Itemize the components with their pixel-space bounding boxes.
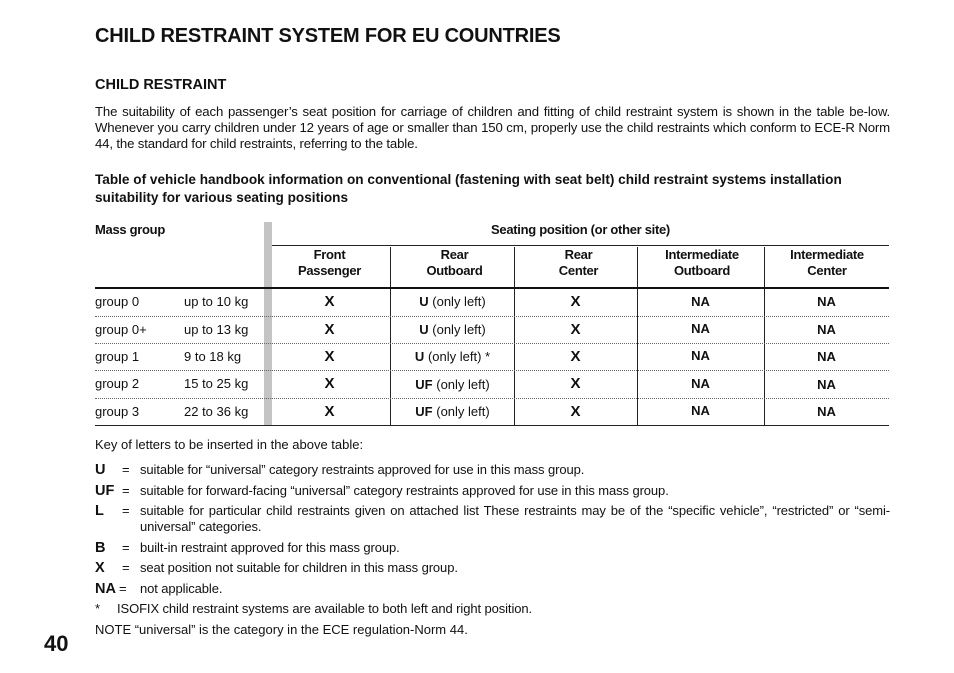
intermediate-outboard-cell: NA	[691, 376, 710, 391]
key-letter: L	[95, 503, 104, 519]
key-description: not applicable.	[140, 581, 223, 596]
intermediate-outboard-cell: NA	[691, 321, 710, 336]
front-passenger-cell: X	[324, 375, 335, 392]
intermediate-outboard-cell: NA	[691, 294, 710, 309]
header-rule	[272, 245, 889, 246]
mass-group-cell: group 1	[95, 349, 140, 364]
seating-position-header: Seating position (or other site)	[491, 222, 670, 237]
rear-outboard-cell: U (only left) *	[414, 349, 491, 364]
footnote-mark: *	[95, 601, 101, 616]
rear-outboard-cell: U (only left)	[419, 294, 486, 309]
key-description: suitable for particular child restraints given on attached list These restraints may be of the “specific vehicle”, “restricted” or “semi-universal” categories.	[140, 503, 890, 534]
key-intro: Key of letters to be inserted in the above table:	[95, 437, 364, 452]
key-description: suitable for “universal” category restraints approved for use in this mass group.	[140, 462, 585, 477]
rear-outboard-cell: U (only left)	[419, 322, 486, 337]
front-passenger-cell: X	[324, 293, 335, 310]
mass-range-cell: up to 13 kg	[184, 322, 249, 337]
front-passenger-cell: X	[324, 348, 335, 365]
intermediate-outboard-cell: NA	[691, 403, 710, 418]
row-divider	[95, 398, 889, 399]
mass-group-cell: group 0	[95, 294, 140, 309]
footnote-text: ISOFIX child restraint systems are available to both left and right position.	[117, 601, 533, 616]
column-header-rear-center: Rear Center	[558, 247, 599, 278]
key-equals: =	[122, 560, 130, 575]
key-equals: =	[122, 540, 130, 555]
key-item	[95, 560, 895, 578]
key-description: built-in restraint approved for this mass group.	[140, 540, 400, 555]
key-item	[95, 503, 895, 537]
note: NOTE “universal” is the category in the ECE regulation-Norm 44.	[95, 622, 468, 637]
key-equals: =	[122, 462, 130, 477]
rear-center-cell: X	[570, 348, 581, 365]
mass-range-cell: 22 to 36 kg	[184, 404, 249, 419]
rear-center-cell: X	[570, 321, 581, 338]
key-equals: =	[119, 581, 127, 596]
front-passenger-cell: X	[324, 403, 335, 420]
page-number: 40	[44, 631, 69, 656]
mass-group-cell: group 2	[95, 376, 140, 391]
key-letter: X	[95, 560, 105, 576]
header-bottom-rule	[95, 287, 889, 289]
rear-center-cell: X	[570, 403, 581, 420]
rear-center-cell: X	[570, 293, 581, 310]
table-heading: Table of vehicle handbook information on conventional (fastening with seat belt) child restraint systems installation suitability for various seating positions	[95, 172, 842, 205]
key-description: seat position not suitable for children in this mass group.	[140, 560, 458, 575]
rear-center-cell: X	[570, 375, 581, 392]
front-passenger-cell: X	[324, 321, 335, 338]
mass-group-cell: group 3	[95, 404, 140, 419]
intro-paragraph: The suitability of each passenger’s seat position for carriage of children and fitting of child restraint system is shown in the table be-low. Whenever you carry children under 12 years of age or smaller than 150 cm, properly use the child restraints which conform to ECE-R Norm 44, the standard for child restraints, referring to the table.	[95, 104, 890, 151]
mass-range-cell: 15 to 25 kg	[184, 376, 249, 391]
key-item	[95, 462, 895, 480]
column-header-intermediate-center: Intermediate Center	[790, 247, 864, 278]
section-subtitle: CHILD RESTRAINT	[95, 77, 227, 93]
key-item	[95, 581, 895, 599]
footnote	[95, 601, 895, 619]
column-header-rear-outboard: Rear Outboard	[426, 247, 483, 278]
rear-outboard-cell: UF (only left)	[415, 404, 490, 419]
key-item	[95, 483, 895, 501]
column-header-intermediate-outboard: Intermediate Outboard	[665, 247, 739, 278]
key-description: suitable for forward-facing “universal” category restraints approved for use in this mass group.	[140, 483, 669, 498]
key-letter: U	[95, 462, 106, 478]
row-divider	[95, 316, 889, 317]
key-letter: B	[95, 540, 106, 556]
mass-range-cell: 9 to 18 kg	[184, 349, 242, 364]
row-divider	[95, 370, 889, 371]
column-header-front-passenger: Front Passenger	[297, 247, 362, 278]
rear-outboard-cell: UF (only left)	[415, 377, 490, 392]
key-letter: NA	[95, 581, 116, 597]
table-bottom-rule	[95, 425, 889, 426]
intermediate-center-cell: NA	[817, 404, 836, 419]
mass-group-header: Mass group	[95, 222, 165, 237]
column-separator-bar	[264, 222, 272, 425]
key-item	[95, 540, 895, 558]
mass-group-cell: group 0+	[95, 322, 147, 337]
key-equals: =	[122, 503, 130, 518]
mass-range-cell: up to 10 kg	[184, 294, 249, 309]
intermediate-center-cell: NA	[817, 322, 836, 337]
page-title: CHILD RESTRAINT SYSTEM FOR EU COUNTRIES	[95, 25, 561, 47]
key-letter: UF	[95, 483, 115, 499]
intermediate-center-cell: NA	[817, 294, 836, 309]
intermediate-center-cell: NA	[817, 349, 836, 364]
row-divider	[95, 343, 889, 344]
key-equals: =	[122, 483, 130, 498]
intermediate-outboard-cell: NA	[691, 348, 710, 363]
intermediate-center-cell: NA	[817, 377, 836, 392]
